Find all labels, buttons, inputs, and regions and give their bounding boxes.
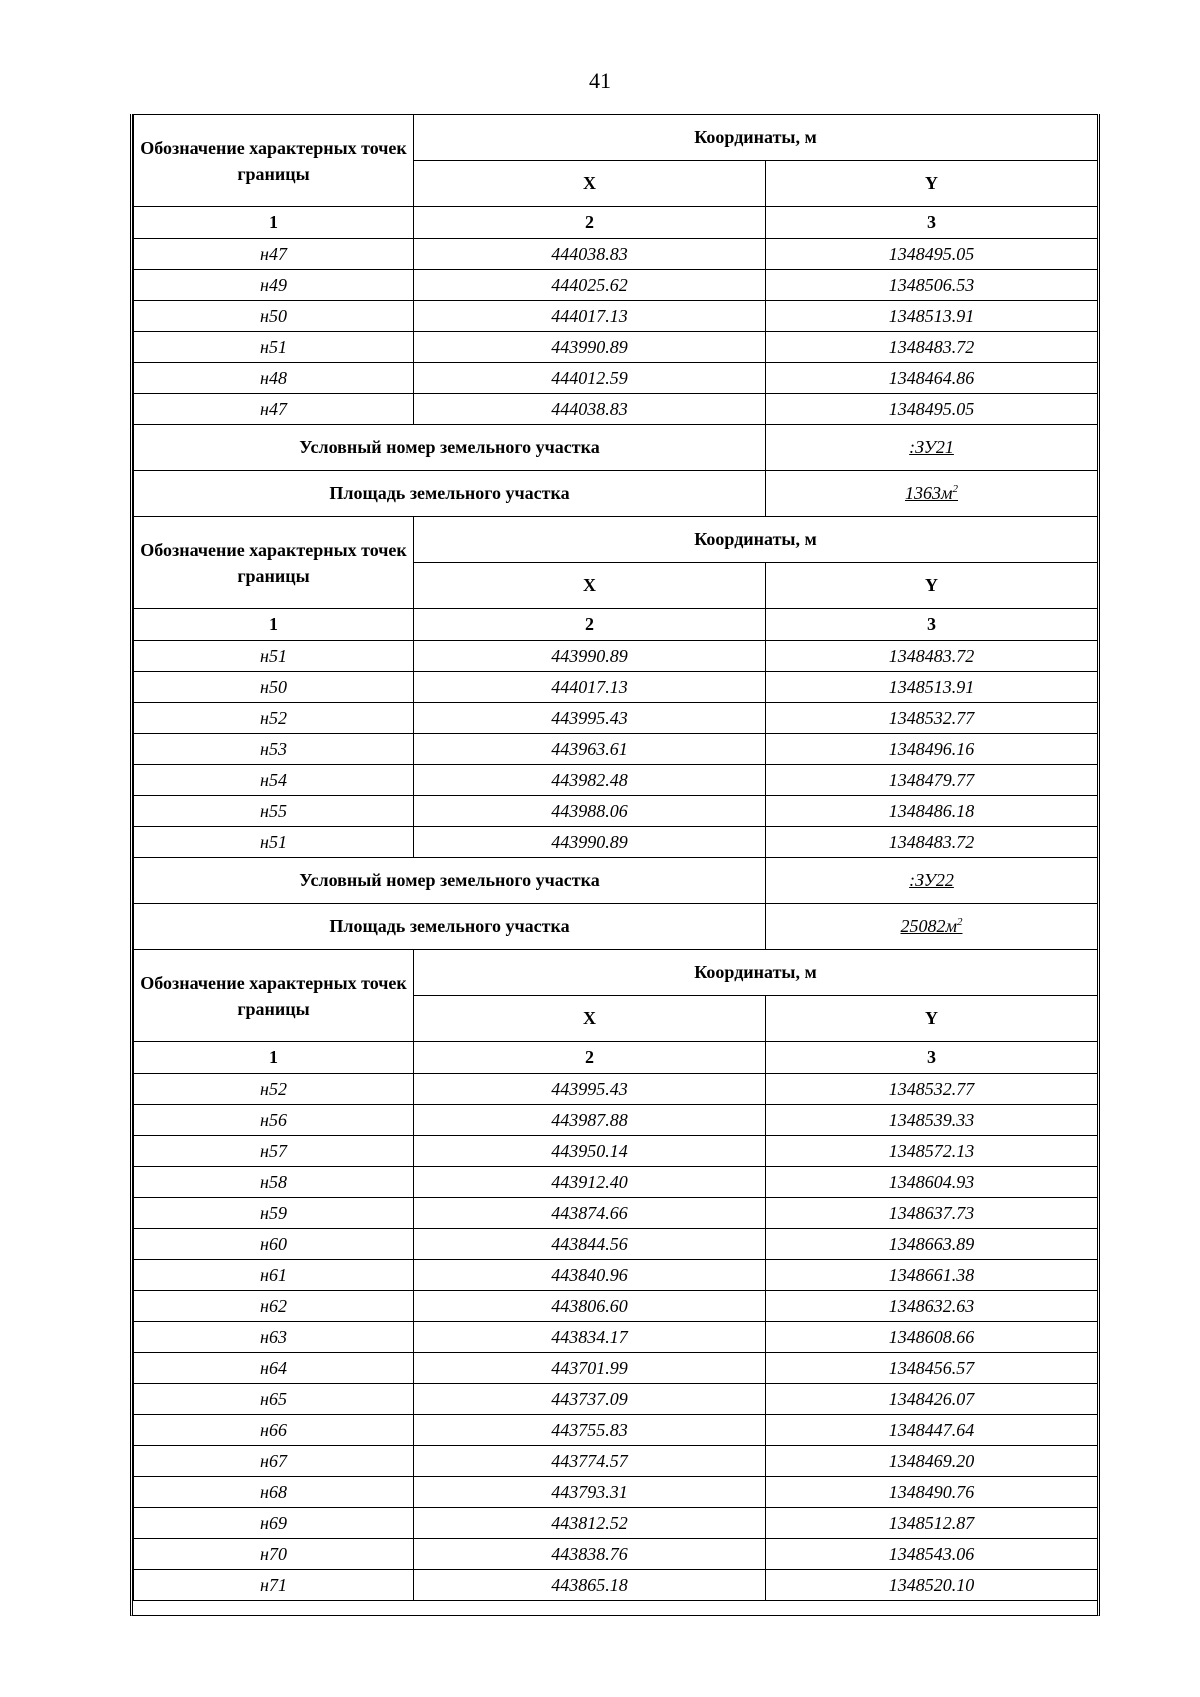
y-coordinate-cell: 1348604.93: [766, 1167, 1098, 1198]
y-coordinate-cell: 1348532.77: [766, 703, 1098, 734]
parcel-number-text: :ЗУ22: [909, 870, 954, 890]
y-coordinate-cell: 1348426.07: [766, 1384, 1098, 1415]
point-name-cell: н47: [134, 394, 414, 425]
table-row: [134, 1446, 1098, 1477]
parcel-number-value: [766, 425, 1098, 471]
x-coordinate-cell: 444017.13: [414, 672, 766, 703]
point-name-cell: н55: [134, 796, 414, 827]
header-row: [134, 115, 1098, 161]
x-coordinate-cell: 443737.09: [414, 1384, 766, 1415]
table-row: [134, 1322, 1098, 1353]
x-coordinate-cell: 443701.99: [414, 1353, 766, 1384]
table-row: [134, 1136, 1098, 1167]
y-coordinate-cell: 1348469.20: [766, 1446, 1098, 1477]
parcel-number-value: [766, 858, 1098, 904]
point-name-cell: н47: [134, 239, 414, 270]
x-coordinate-cell: 444038.83: [414, 394, 766, 425]
point-name-cell: н63: [134, 1322, 414, 1353]
table-row: [134, 1229, 1098, 1260]
x-coordinate-cell: 443990.89: [414, 827, 766, 858]
table-row: [134, 1260, 1098, 1291]
x-header: X: [414, 996, 766, 1042]
x-coordinate-cell: 443963.61: [414, 734, 766, 765]
point-name-header: Обозначение характерных точек границы: [134, 950, 414, 1042]
table-row: [134, 363, 1098, 394]
coordinates-table: [133, 114, 1098, 1601]
y-coordinate-cell: 1348572.13: [766, 1136, 1098, 1167]
x-coordinate-cell: 443812.52: [414, 1508, 766, 1539]
y-coordinate-cell: 1348479.77: [766, 765, 1098, 796]
y-coordinate-cell: 1348483.72: [766, 641, 1098, 672]
table-row: [134, 1539, 1098, 1570]
y-coordinate-cell: 1348495.05: [766, 394, 1098, 425]
y-coordinate-cell: 1348490.76: [766, 1477, 1098, 1508]
x-coordinate-cell: 444012.59: [414, 363, 766, 394]
column-number-row: [134, 1042, 1098, 1074]
area-text: [901, 916, 963, 936]
point-name-cell: н56: [134, 1105, 414, 1136]
x-coordinate-cell: 443990.89: [414, 332, 766, 363]
y-coordinate-cell: 1348637.73: [766, 1198, 1098, 1229]
x-coordinate-cell: 443755.83: [414, 1415, 766, 1446]
point-name-header: Обозначение характерных точек границы: [134, 115, 414, 207]
point-name-cell: н54: [134, 765, 414, 796]
coordinates-header: Координаты, м: [414, 115, 1098, 161]
y-coordinate-cell: 1348539.33: [766, 1105, 1098, 1136]
column-number: 2: [414, 207, 766, 239]
table-row: [134, 332, 1098, 363]
column-number: 3: [766, 1042, 1098, 1074]
page-number: 41: [589, 68, 611, 93]
point-name-cell: н61: [134, 1260, 414, 1291]
x-coordinate-cell: 443874.66: [414, 1198, 766, 1229]
table-row: [134, 270, 1098, 301]
column-number: 3: [766, 609, 1098, 641]
y-coordinate-cell: 1348512.87: [766, 1508, 1098, 1539]
point-name-cell: н51: [134, 641, 414, 672]
column-number: 1: [134, 1042, 414, 1074]
area-number: 25082м: [900, 916, 957, 936]
table-row: [134, 1167, 1098, 1198]
y-coordinate-cell: 1348456.57: [766, 1353, 1098, 1384]
point-name-cell: н70: [134, 1539, 414, 1570]
area-unit-exponent: 2: [957, 916, 963, 928]
column-number-row: [134, 207, 1098, 239]
x-header: X: [414, 161, 766, 207]
table-row: [134, 1508, 1098, 1539]
table-row: [134, 1291, 1098, 1322]
y-coordinate-cell: 1348513.91: [766, 301, 1098, 332]
x-coordinate-cell: 443912.40: [414, 1167, 766, 1198]
x-coordinate-cell: 443988.06: [414, 796, 766, 827]
point-name-cell: н64: [134, 1353, 414, 1384]
x-coordinate-cell: 443865.18: [414, 1570, 766, 1601]
column-number: 1: [134, 609, 414, 641]
y-coordinate-cell: 1348464.86: [766, 363, 1098, 394]
y-coordinate-cell: 1348520.10: [766, 1570, 1098, 1601]
x-coordinate-cell: 444025.62: [414, 270, 766, 301]
y-coordinate-cell: 1348486.18: [766, 796, 1098, 827]
point-name-cell: н69: [134, 1508, 414, 1539]
x-coordinate-cell: 443995.43: [414, 1074, 766, 1105]
point-name-cell: н50: [134, 301, 414, 332]
table-row: [134, 394, 1098, 425]
table-row: [134, 1570, 1098, 1601]
table-row: [134, 765, 1098, 796]
area-number: 1363м: [905, 483, 953, 503]
table-row: [134, 1074, 1098, 1105]
x-coordinate-cell: 443793.31: [414, 1477, 766, 1508]
y-coordinate-cell: 1348543.06: [766, 1539, 1098, 1570]
y-coordinate-cell: 1348608.66: [766, 1322, 1098, 1353]
coordinates-header: Координаты, м: [414, 517, 1098, 563]
parcel-number-row: [134, 858, 1098, 904]
point-name-cell: н68: [134, 1477, 414, 1508]
y-coordinate-cell: 1348447.64: [766, 1415, 1098, 1446]
x-coordinate-cell: 443982.48: [414, 765, 766, 796]
table-row: [134, 301, 1098, 332]
table-row: [134, 734, 1098, 765]
area-unit-exponent: 2: [952, 483, 958, 495]
point-name-cell: н50: [134, 672, 414, 703]
y-coordinate-cell: 1348532.77: [766, 1074, 1098, 1105]
point-name-cell: н52: [134, 703, 414, 734]
y-coordinate-cell: 1348506.53: [766, 270, 1098, 301]
x-coordinate-cell: 443806.60: [414, 1291, 766, 1322]
parcel-number-label: Условный номер земельного участка: [134, 858, 766, 904]
x-coordinate-cell: 443840.96: [414, 1260, 766, 1291]
y-coordinate-cell: 1348513.91: [766, 672, 1098, 703]
parcel-number-row: [134, 425, 1098, 471]
y-coordinate-cell: 1348483.72: [766, 332, 1098, 363]
point-name-cell: н59: [134, 1198, 414, 1229]
point-name-cell: н67: [134, 1446, 414, 1477]
point-name-cell: н66: [134, 1415, 414, 1446]
parcel-number-text: :ЗУ21: [909, 437, 954, 457]
x-coordinate-cell: 443987.88: [414, 1105, 766, 1136]
header-row: [134, 950, 1098, 996]
table-row: [134, 796, 1098, 827]
x-coordinate-cell: 444017.13: [414, 301, 766, 332]
point-name-cell: н71: [134, 1570, 414, 1601]
x-coordinate-cell: 443950.14: [414, 1136, 766, 1167]
x-coordinate-cell: 443844.56: [414, 1229, 766, 1260]
table-row: [134, 239, 1098, 270]
y-coordinate-cell: 1348663.89: [766, 1229, 1098, 1260]
y-coordinate-cell: 1348483.72: [766, 827, 1098, 858]
column-number: 2: [414, 609, 766, 641]
x-coordinate-cell: 443834.17: [414, 1322, 766, 1353]
table-row: [134, 1415, 1098, 1446]
x-header: X: [414, 563, 766, 609]
x-coordinate-cell: 444038.83: [414, 239, 766, 270]
column-number: 2: [414, 1042, 766, 1074]
table-row: [134, 1384, 1098, 1415]
parcel-number-label: Условный номер земельного участка: [134, 425, 766, 471]
y-coordinate-cell: 1348632.63: [766, 1291, 1098, 1322]
area-text: [905, 483, 958, 503]
y-header: Y: [766, 996, 1098, 1042]
area-value: [766, 904, 1098, 950]
point-name-cell: н53: [134, 734, 414, 765]
x-coordinate-cell: 443995.43: [414, 703, 766, 734]
table-row: [134, 1105, 1098, 1136]
point-name-cell: н58: [134, 1167, 414, 1198]
area-label: Площадь земельного участка: [134, 471, 766, 517]
area-row: [134, 904, 1098, 950]
table-row: [134, 1477, 1098, 1508]
point-name-header: Обозначение характерных точек границы: [134, 517, 414, 609]
point-name-cell: н65: [134, 1384, 414, 1415]
x-coordinate-cell: 443774.57: [414, 1446, 766, 1477]
point-name-cell: н52: [134, 1074, 414, 1105]
point-name-cell: н51: [134, 332, 414, 363]
y-coordinate-cell: 1348496.16: [766, 734, 1098, 765]
y-header: Y: [766, 161, 1098, 207]
table-row: [134, 641, 1098, 672]
y-header: Y: [766, 563, 1098, 609]
header-row: [134, 517, 1098, 563]
area-label: Площадь земельного участка: [134, 904, 766, 950]
coordinates-table-body: [134, 115, 1098, 1601]
y-coordinate-cell: 1348495.05: [766, 239, 1098, 270]
point-name-cell: н51: [134, 827, 414, 858]
point-name-cell: н60: [134, 1229, 414, 1260]
point-name-cell: н49: [134, 270, 414, 301]
column-number-row: [134, 609, 1098, 641]
y-coordinate-cell: 1348661.38: [766, 1260, 1098, 1291]
point-name-cell: н57: [134, 1136, 414, 1167]
column-number: 3: [766, 207, 1098, 239]
coordinates-header: Координаты, м: [414, 950, 1098, 996]
x-coordinate-cell: 443990.89: [414, 641, 766, 672]
point-name-cell: н62: [134, 1291, 414, 1322]
column-number: 1: [134, 207, 414, 239]
area-row: [134, 471, 1098, 517]
area-value: [766, 471, 1098, 517]
table-row: [134, 703, 1098, 734]
point-name-cell: н48: [134, 363, 414, 394]
table-row: [134, 1353, 1098, 1384]
x-coordinate-cell: 443838.76: [414, 1539, 766, 1570]
table-row: [134, 827, 1098, 858]
table-row: [134, 1198, 1098, 1229]
table-row: [134, 672, 1098, 703]
